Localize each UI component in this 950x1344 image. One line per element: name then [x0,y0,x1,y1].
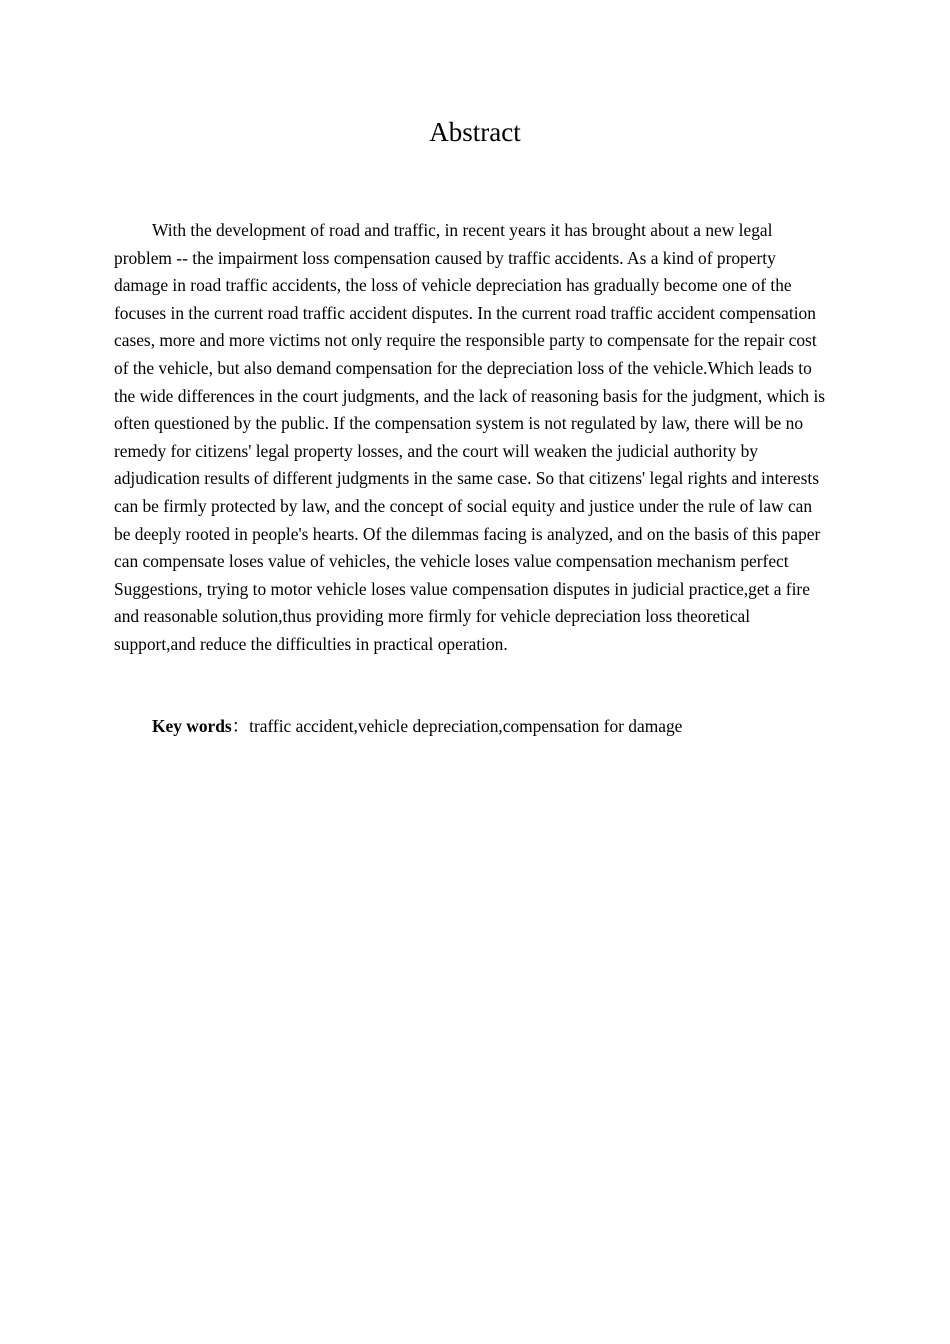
keywords-list: traffic accident,vehicle depreciation,compensation for damage [249,716,683,736]
keywords-line [152,713,832,741]
keywords-separator: ： [231,716,250,736]
keywords-label: Key words [152,716,232,736]
abstract-title: Abstract [429,117,521,147]
abstract-body: With the development of road and traffic, in recent years it has brought about a new legal problem -- the impairment loss compensation caused by traffic accidents. As a kind of property damage in road traffic accidents, the loss of vehicle depreciation has gradually become one of the focuses in the current road traffic accident disputes. In the current road traffic accident compensation cases, more and more victims not only require the responsible party to compensate for the repair cost of the vehicle, but also demand compensation for the depreciation loss of the vehicle.Which leads to the wide differences in the court judgments, and the lack of reasoning basis for the judgment, which is often questioned by the public. If the compensation system is not regulated by law, there will be no remedy for citizens' legal property losses, and the court will weaken the judicial authority by adjudication results of different judgments in the same case. So that citizens' legal rights and interests can be firmly protected by law, and the concept of social equity and justice under the rule of law can be deeply rooted in people's hearts. Of the dilemmas facing is analyzed, and on the basis of this paper can compensate loses value of vehicles, the vehicle loses value compensation mechanism perfect Suggestions, trying to motor vehicle loses value compensation disputes in judicial practice,get a fire and reasonable solution,thus providing more firmly for vehicle depreciation loss theoretical support,and reduce the difficulties in practical operation. [114,220,826,654]
